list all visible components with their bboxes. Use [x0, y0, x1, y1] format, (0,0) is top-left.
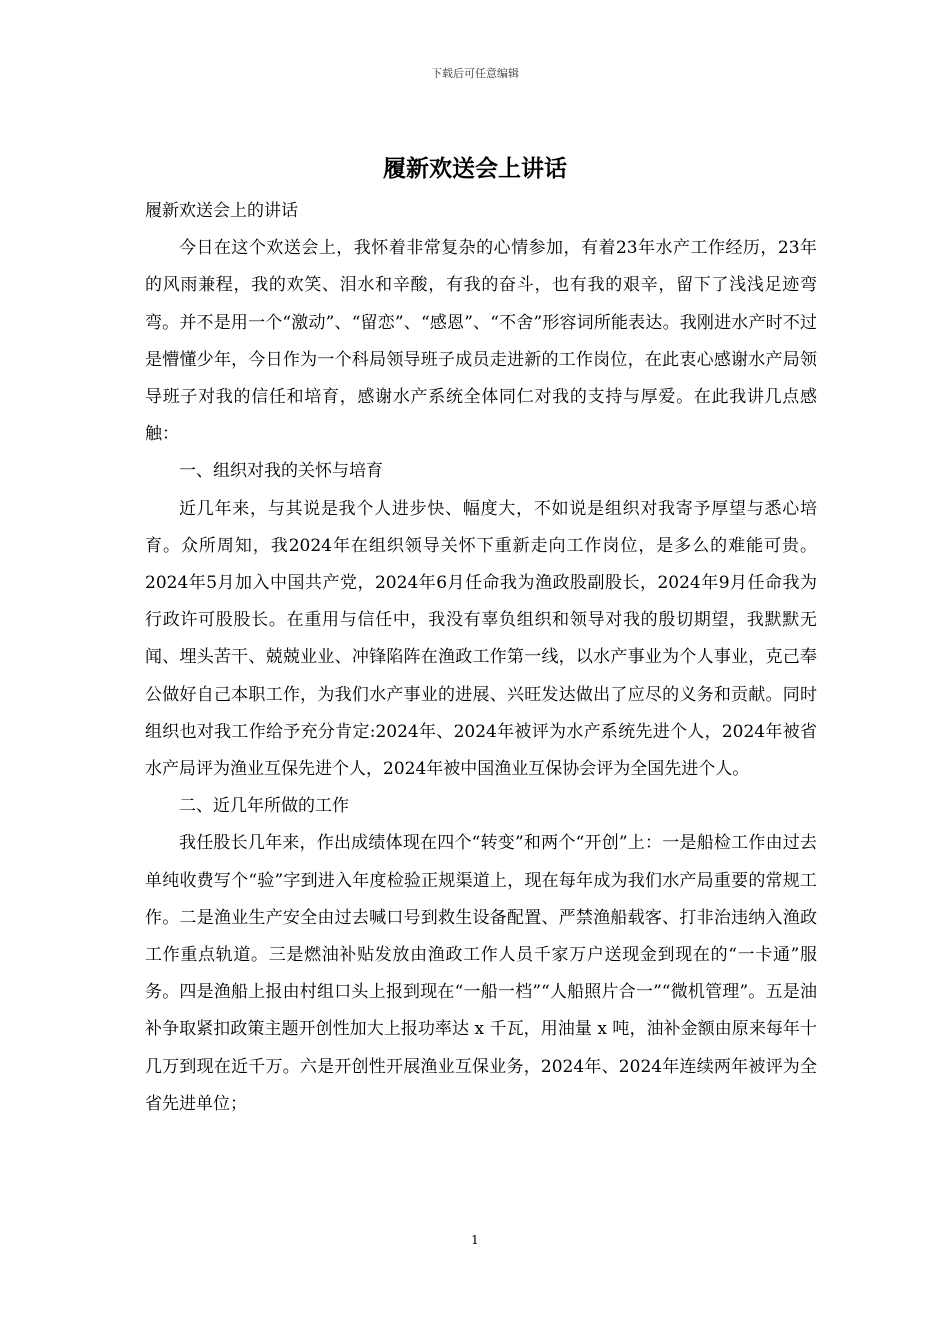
- document-title: 履新欢送会上讲话: [383, 155, 567, 182]
- body-paragraph: 我任股长几年来，作出成绩体现在四个“转变”和两个“开创”上：一是船检工作由过去单纯收费写个“验”字到进入年度检验正规渠道上，现在每年成为我们水产局重要的常规工作。二是渔业生产安全由过去喊口号到救生设备配置、严禁渔船载客、打非治违纳入渔政工作重点轨道。三是燃油补贴发放由渔政工作人员千家万户送现金到现在的“一卡通”服务。四是渔船上报由村组口头上报到现在“一船一档”“人船照片合一”“微机管理”。五是油补争取紧扣政策主题开创性加大上报功率达 x 千瓦，用油量 x 吨，油补金额由原来每年十几万到现在近千万。六是开创性开展渔业互保业务，2024年、2024年连续两年被评为全省先进单位；: [145, 833, 817, 1114]
- section-heading: 一、组织对我的关怀与培育: [179, 461, 383, 482]
- document-body: [145, 193, 817, 1123]
- page-number: 1: [471, 1233, 479, 1247]
- section-heading: 二、近几年所做的工作: [179, 796, 349, 817]
- body-paragraph: 近几年来，与其说是我个人进步快、幅度大，不如说是组织对我寄予厚望与悉心培育。众所周知，我2024年在组织领导关怀下重新走向工作岗位，是多么的难能可贵。2024年5月加入中国共产党，2024年6月任命我为渔政股副股长，2024年9月任命我为行政许可股股长。在重用与信任中，我没有辜负组织和领导对我的殷切期望，我默默无闻、埋头苦干、兢兢业业、冲锋陷阵在渔政工作第一线，以水产事业为个人事业，克己奉公做好自己本职工作，为我们水产事业的进展、兴旺发达做出了应尽的义务和贡献。同时组织也对我工作给予充分肯定:2024年、2024年被评为水产系统先进个人，2024年被省水产局评为渔业互保先进个人，2024年被中国渔业互保协会评为全国先进个人。: [145, 498, 817, 780]
- subtitle-paragraph: 履新欢送会上的讲话: [145, 201, 298, 221]
- page-header-note: 下载后可任意编辑: [431, 67, 519, 80]
- body-paragraph: 今日在这个欢送会上，我怀着非常复杂的心情参加，有着23年水产工作经历，23年的风雨兼程，我的欢笑、泪水和辛酸，有我的奋斗，也有我的艰辛，留下了浅浅足迹弯弯。并不是用一个“激动”、“留恋”、“感恩”、“不舍”形容词所能表达。我刚进水产时不过是懵懂少年，今日作为一个科局领导班子成员走进新的工作岗位，在此衷心感谢水产局领导班子对我的信任和培育，感谢水产系统全体同仁对我的支持与厚爱。在此我讲几点感触：: [145, 238, 817, 445]
